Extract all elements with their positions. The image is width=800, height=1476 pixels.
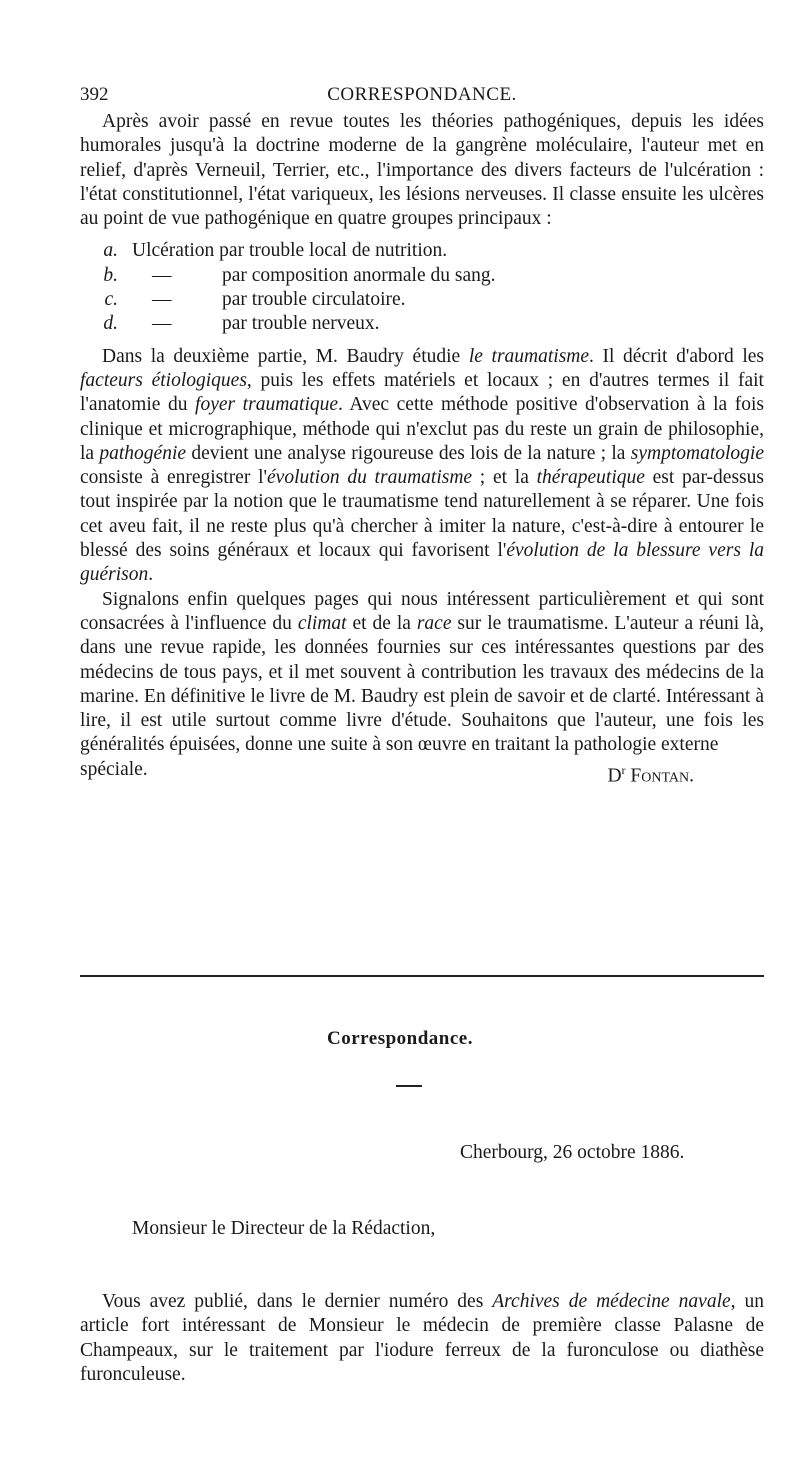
letter-paragraph: Vous avez publié, dans le dernier numéro des Archives de médecine navale, un article fort intéressant de Monsieur le médecin de première classe Palasne de Champeaux, sur le traitement par l'iodure ferreux de la furonculose ou diathèse furonculeuse. <box>80 1291 764 1385</box>
list-item: d. — par trouble nerveux. <box>103 313 380 335</box>
running-title: CORRESPONDANCE. <box>327 84 517 105</box>
page-number: 392 <box>80 84 109 105</box>
letter-body <box>80 1290 764 1387</box>
section-divider <box>80 975 764 977</box>
page-header <box>80 84 764 110</box>
paragraph-climat: Signalons enfin quelques pages qui nous intéressent particulièrement et qui sont consacrées à l'influence du climat et de la race sur le traumatisme. L'auteur a réuni là, dans une revue rapide, les données fournies sur ces intéressantes questions par des médecins de tous pays, et il met souvent à contribution les travaux des médecins de la marine. En définitive le livre de M. Baudry est plein de savoir et de clarté. Intéressant à lire, il est utile surtout comme livre d'étude. Souhaitons que l'auteur, une fois les généralités épuisées, donne une suite à son œuvre en traitant la pathologie externe <box>80 588 765 756</box>
dateline: Cherbourg, 26 octobre 1886. <box>460 1142 685 1163</box>
paragraph-traumatisme: Dans la deuxième partie, M. Baudry étudie le traumatisme. Il décrit d'abord les facteurs étiologiques, puis les effets matériels et locaux ; en d'autres termes il fait l'anatomie du foyer traumatique. Avec cette méthode positive d'observation à la fois clinique et micrographique, méthode qui n'exclut pas du reste un grain de philosophie, la pathogénie devient une analyse rigoureuse des lois de la nature ; la symptomatologie consiste à enregistrer l'évolution du traumatisme ; et la thérapeutique est par-dessus tout inspirée par la notion que le traumatisme tend naturellement à se réparer. Une fois cet aveu fait, il ne reste plus qu'à chercher à imiter la nature, c'est-à-dire à entourer le blessé des soins généraux et locaux qui favorisent l'évolution de la blessure vers la guérison. <box>80 345 765 586</box>
list-item: c. — par trouble circulatoire. <box>104 289 406 311</box>
list-item: a. Ulcération par trouble local de nutrition. <box>103 240 448 262</box>
list-item: b. — par composition anormale du sang. <box>103 264 496 286</box>
short-divider <box>396 1085 422 1087</box>
salutation: Monsieur le Directeur de la Rédaction, <box>132 1218 436 1239</box>
review-section <box>80 84 764 789</box>
signature-line <box>80 758 764 789</box>
paragraph-theories: Après avoir passé en revue toutes les théories pathogéniques, depuis les idées humorales jusqu'à la doctrine moderne de la gangrène moléculaire, l'auteur met en relief, d'après Verneuil, Terrier, etc., l'importance des divers facteurs de l'ulcération : l'état constitutionnel, l'état variqueux, les lésions nerveuses. Il classe ensuite les ulcères au point de vue pathogénique en quatre groupes principaux : <box>80 111 764 230</box>
pathogenic-groups-list <box>80 239 764 336</box>
section-title: Correspondance. <box>327 1028 473 1049</box>
author-signature: $D^r$ Fontan. <box>607 762 694 787</box>
last-word: spéciale. <box>80 758 148 780</box>
